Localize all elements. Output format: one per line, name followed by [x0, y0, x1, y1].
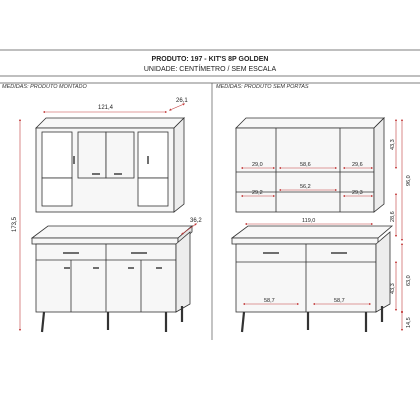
dim-inner-left-mid: 29,2: [252, 190, 263, 196]
assembled-cabinet: [32, 118, 192, 312]
dim-bottom-right: 58,7: [334, 298, 345, 304]
dim-depth-base: 36,2: [190, 218, 202, 224]
unit-subtitle: UNIDADE: CENTÍMETRO / SEM ESCALA: [143, 66, 277, 73]
dim-h-base-inner: 43,3: [390, 283, 396, 294]
dim-height: 173,5: [12, 216, 18, 232]
dim-depth-top: 26,1: [176, 98, 188, 104]
product-title: PRODUTO: 197 - KIT'S 8P GOLDEN: [151, 56, 269, 63]
dim-bottom-left: 58,7: [264, 298, 275, 304]
dim-inner-center-mid: 56,2: [300, 184, 311, 190]
dim-h-base-upper: 63,0: [406, 275, 412, 286]
dim-inner-right-top: 29,6: [352, 162, 363, 168]
open-cabinet: [232, 118, 392, 312]
dim-counter-width: 119,0: [302, 218, 316, 224]
left-panel-caption: MEDIDAS: PRODUTO MONTADO: [2, 84, 87, 90]
dim-inner-right-mid: 29,3: [352, 190, 363, 196]
dim-inner-left-top: 29,0: [252, 162, 263, 168]
dim-width: 121,4: [98, 105, 114, 111]
dim-inner-center-top: 58,6: [300, 162, 311, 168]
dim-h-gap: 28,6: [390, 211, 396, 222]
dim-h-top: 43,3: [390, 139, 396, 150]
dim-h-feet: 14,5: [406, 317, 412, 328]
right-panel-caption: MEDIDAS: PRODUTO SEM PORTAS: [216, 84, 309, 90]
dim-h-upper: 96,0: [406, 175, 412, 186]
